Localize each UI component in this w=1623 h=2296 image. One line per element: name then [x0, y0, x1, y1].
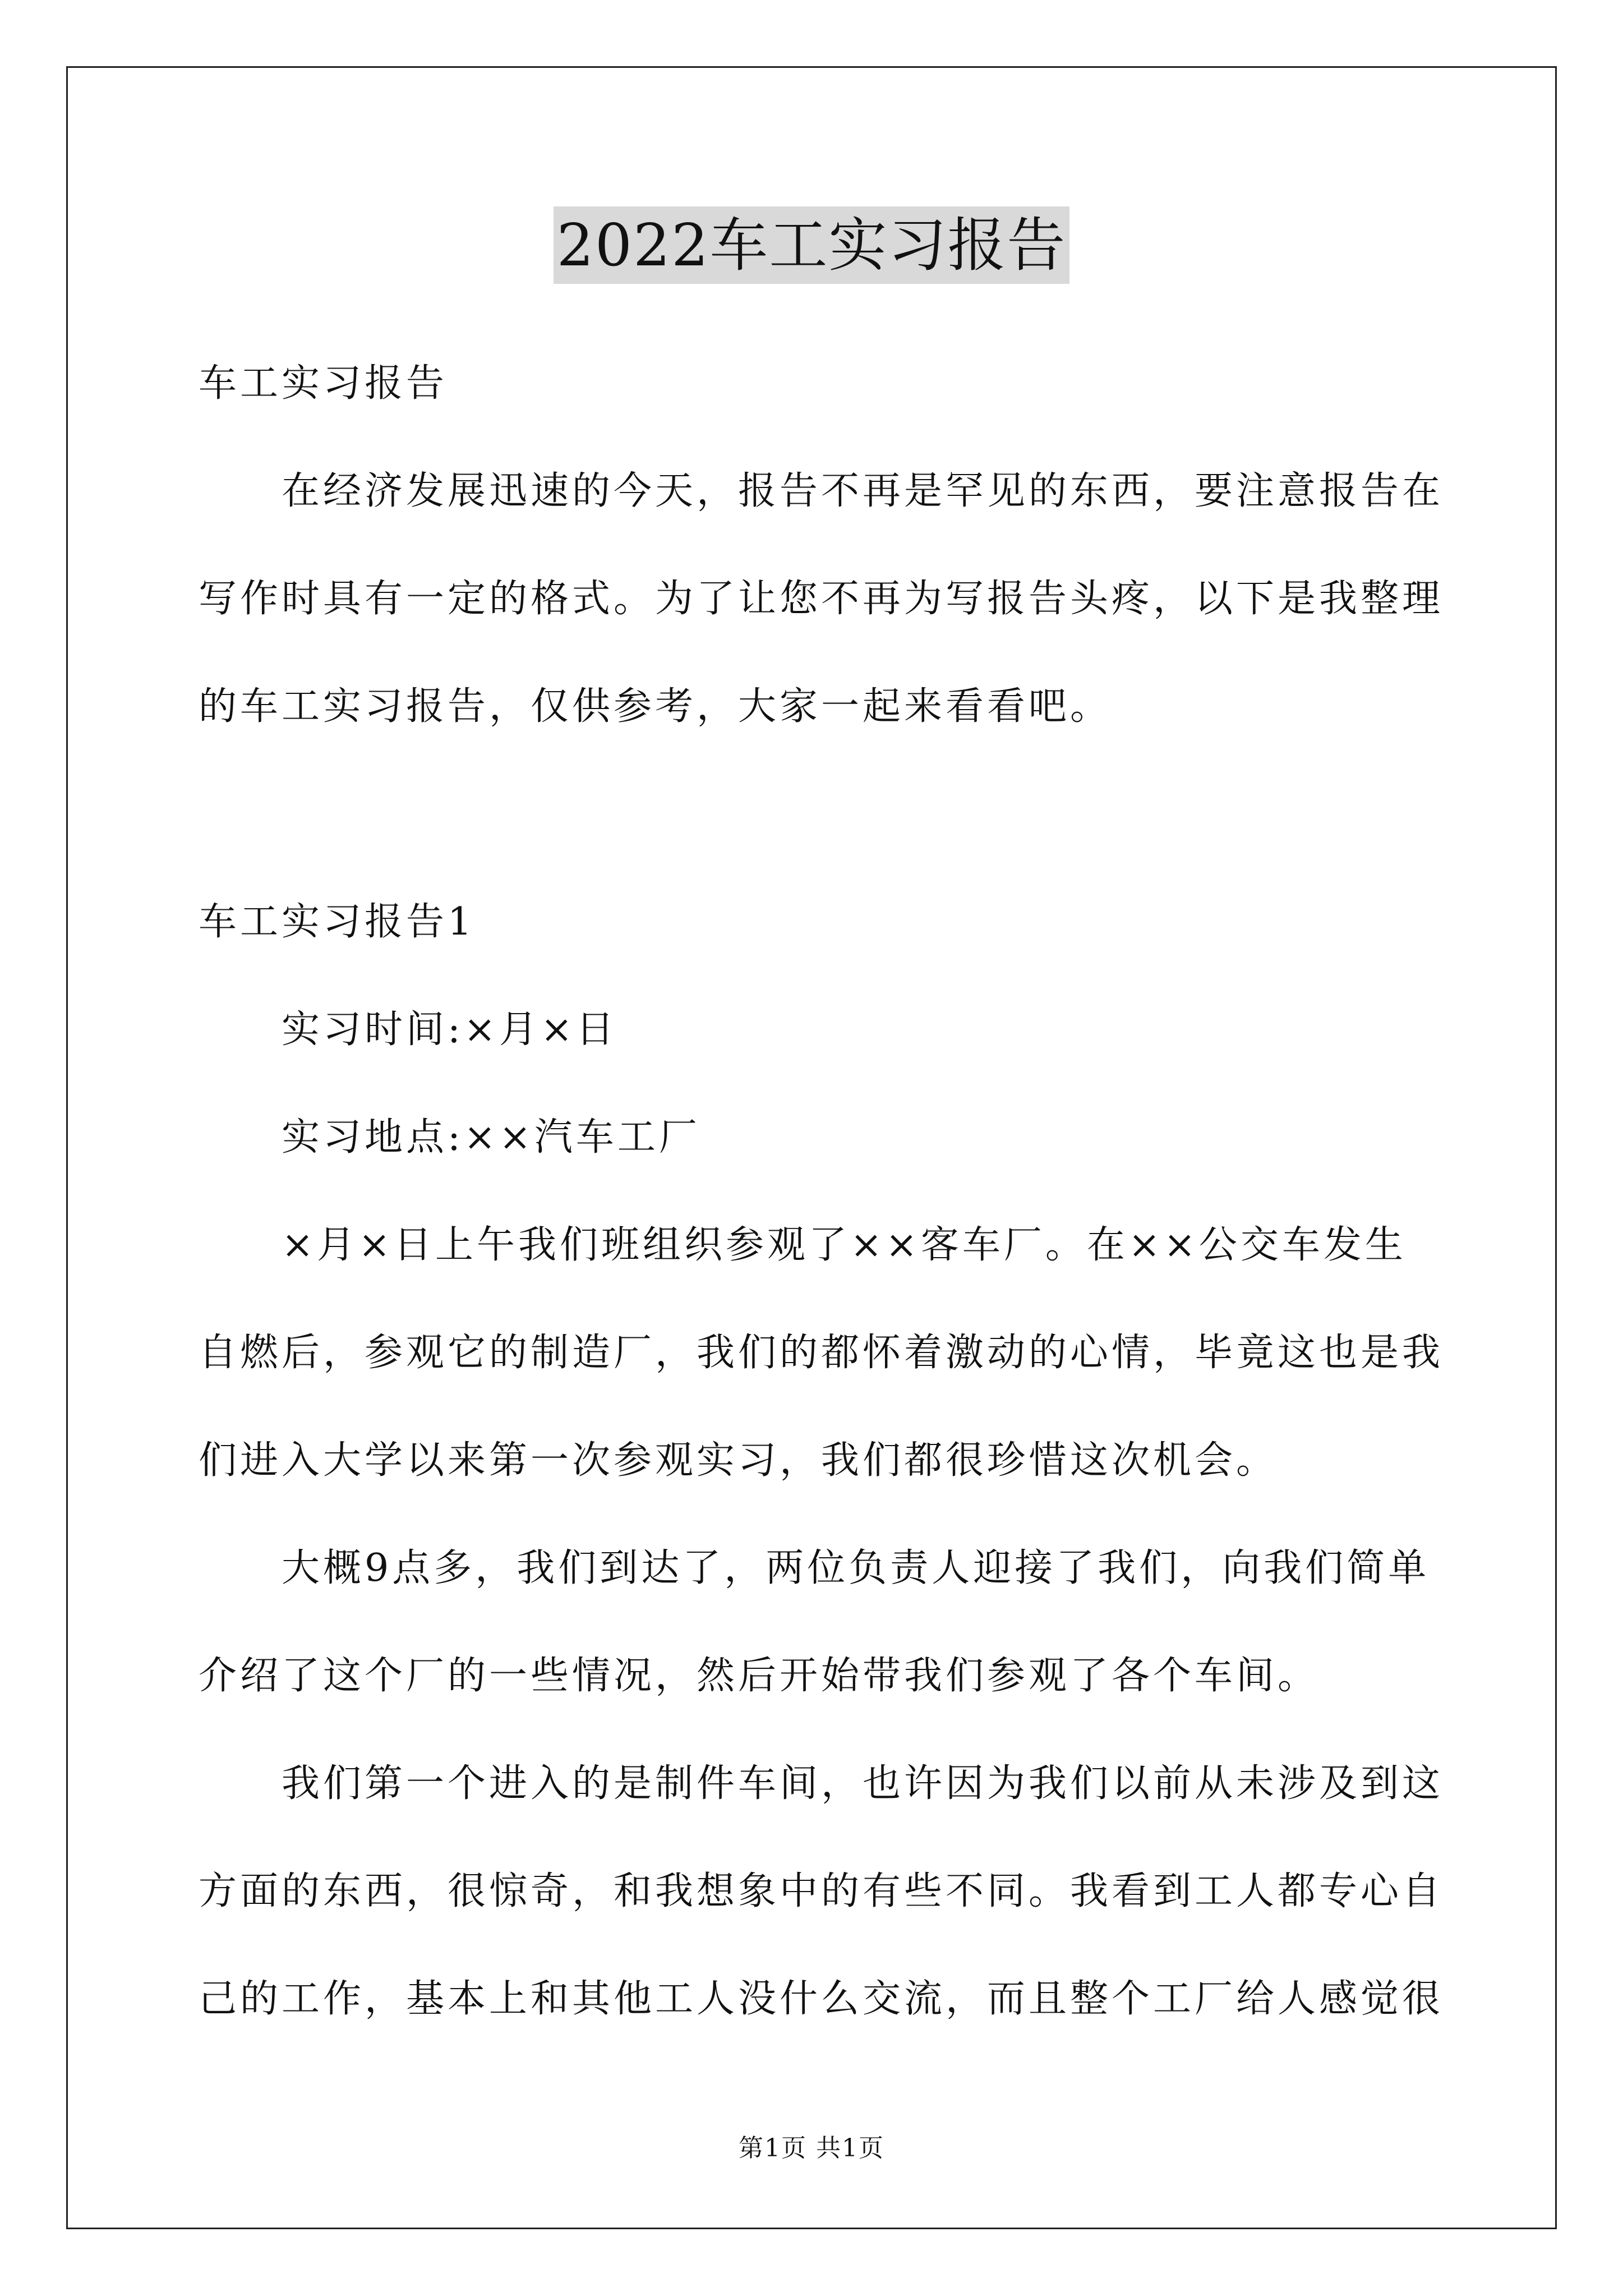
page-footer: 第1页 共1页 [739, 2134, 884, 2162]
paragraph-line: 在经济发展迅速的今天，报告不再是罕见的东西，要注意报告在 [282, 469, 1444, 513]
paragraph-line: 方面的东西，很惊奇，和我想象中的有些不同。我看到工人都专心自 [199, 1869, 1444, 1913]
paragraph-line: 己的工作，基本上和其他工人没什么交流，而且整个工厂给人感觉很 [199, 1977, 1444, 2021]
document-title: 2022车工实习报告 [554, 206, 1070, 284]
paragraph-line: 写作时具有一定的格式。为了让您不再为写报告头疼，以下是我整理 [199, 577, 1444, 621]
paragraph-line: 实习时间:×月×日 [282, 1007, 617, 1052]
paragraph-line: 实习地点:××汽车工厂 [282, 1115, 700, 1159]
paragraph-line: 介绍了这个厂的一些情况，然后开始带我们参观了各个车间。 [199, 1654, 1320, 1698]
paragraph-line: ×月×日上午我们班组织参观了××客车厂。在××公交车发生 [282, 1223, 1407, 1267]
document-body [199, 330, 1444, 2053]
title-container [0, 206, 1623, 284]
blank-line [199, 761, 1432, 868]
section-heading: 车工实习报告1 [199, 900, 476, 944]
paragraph-line: 大概9点多，我们到达了，两位负责人迎接了我们，向我们简单 [282, 1546, 1430, 1590]
section-heading: 车工实习报告 [199, 361, 448, 406]
paragraph-line: 自燃后，参观它的制造厂，我们的都怀着激动的心情，毕竟这也是我 [199, 1331, 1444, 1375]
paragraph-line: 的车工实习报告，仅供参考，大家一起来看看吧。 [199, 684, 1112, 729]
paragraph-line: 我们第一个进入的是制件车间，也许因为我们以前从未涉及到这 [282, 1761, 1444, 1806]
paragraph-line: 们进入大学以来第一次参观实习，我们都很珍惜这次机会。 [199, 1438, 1278, 1483]
